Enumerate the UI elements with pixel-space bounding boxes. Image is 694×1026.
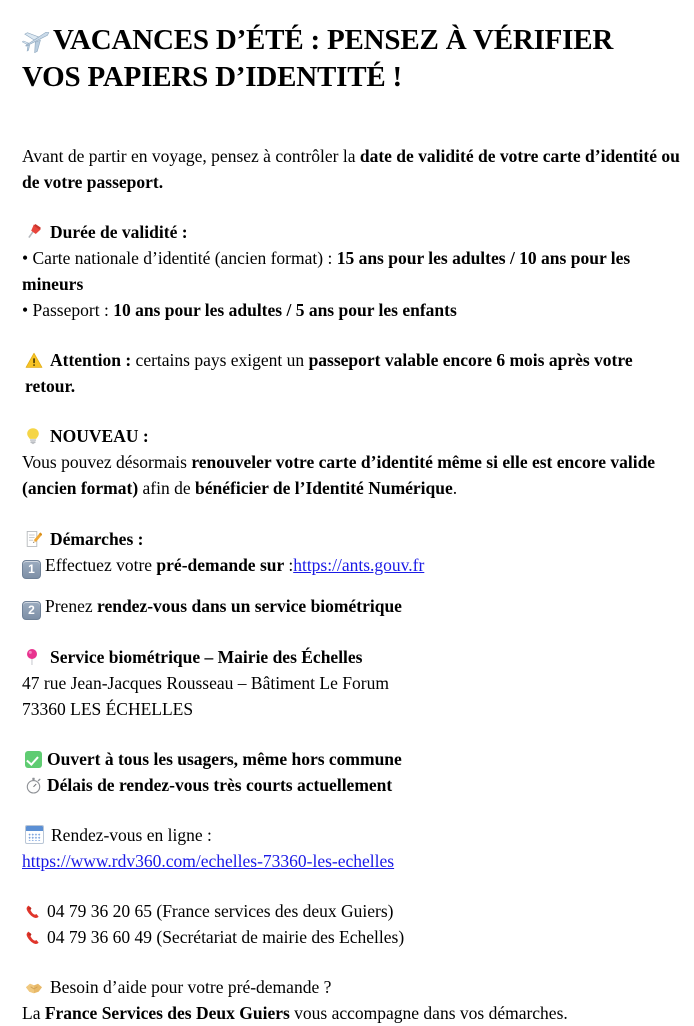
demarches-step-2 xyxy=(22,593,680,620)
warning-text-plain: certains pays exigent un xyxy=(131,350,309,371)
step-1-bold: pré-demande sur xyxy=(156,554,289,575)
nouveau-heading-text: NOUVEAU : xyxy=(50,426,149,447)
status-open xyxy=(22,746,680,772)
status-delay xyxy=(22,772,680,798)
page-title-line2: VOS PAPIERS D’IDENTITÉ ! xyxy=(22,61,403,94)
status-open-text: Ouvert à tous les usagers, même hors commune xyxy=(47,748,402,769)
help-answer-plain-2: vous accompagne dans vos démarches. xyxy=(289,1003,568,1024)
validity-item-1 xyxy=(22,245,680,297)
booking-label-row xyxy=(22,822,680,848)
warning-paragraph xyxy=(22,347,680,399)
phone-number-2: 04 79 36 60 49 xyxy=(47,927,152,948)
airplane-icon xyxy=(22,25,52,53)
step-1-plain: Effectuez votre xyxy=(45,554,157,575)
booking-link-row xyxy=(22,848,680,874)
nouveau-plain-1: Vous pouvez désormais xyxy=(22,452,192,473)
telephone-receiver-icon xyxy=(25,930,41,946)
round-pushpin-icon xyxy=(25,648,47,666)
nouveau-paragraph xyxy=(22,449,680,501)
validity-heading-text: Durée de validité : xyxy=(50,221,188,242)
intro-paragraph xyxy=(22,143,680,195)
check-mark-button-icon xyxy=(25,751,42,768)
warning-text-bold: passeport valable encore 6 mois après votre retour. xyxy=(25,350,633,397)
intro-bold: date de validité de votre carte d’identité ou de votre passeport. xyxy=(22,145,680,192)
demarches-step-1 xyxy=(22,552,680,579)
nouveau-bold-1: renouveler votre carte d’identité même si elle est encore valide (ancien format) xyxy=(22,452,656,499)
booking-label: Rendez-vous en ligne : xyxy=(51,824,212,845)
handshake-icon xyxy=(25,980,47,996)
validity-item-1-plain: • Carte nationale d’identité (ancien format) : xyxy=(22,248,337,268)
intro-text: Avant de partir en voyage, pensez à contrôler la xyxy=(22,145,360,166)
phone-note-2: (Secrétariat de mairie des Echelles) xyxy=(156,927,405,948)
page-title xyxy=(22,22,680,97)
validity-item-2-bold: 10 ans pour les adultes / 5 ans pour les enfants xyxy=(113,300,457,321)
pushpin-icon xyxy=(25,223,47,241)
step-2-bold: rendez-vous dans un service biométrique xyxy=(97,595,402,616)
validity-item-2 xyxy=(22,297,680,323)
demarches-heading xyxy=(22,526,680,552)
help-answer-plain-1: La xyxy=(22,1003,45,1024)
memo-icon xyxy=(25,530,47,548)
rdv360-link[interactable]: https://www.rdv360.com/echelles-73360-les-echelles xyxy=(22,850,395,871)
status-delay-text: Délais de rendez-vous très courts actuellement xyxy=(47,774,393,795)
help-question: Besoin d’aide pour votre pré-demande ? xyxy=(50,977,332,998)
step-1-colon: : xyxy=(288,554,294,575)
demarches-heading-text: Démarches : xyxy=(50,528,144,549)
warning-icon xyxy=(25,352,47,369)
validity-item-2-plain: • Passeport : xyxy=(22,300,114,321)
help-question-row xyxy=(22,974,680,1000)
ants-link[interactable]: https://ants.gouv.fr xyxy=(293,554,425,575)
help-answer-row xyxy=(22,1000,680,1026)
service-heading-text: Service biométrique – Mairie des Échelles xyxy=(50,646,363,667)
nouveau-heading xyxy=(22,423,680,449)
phone-row-2 xyxy=(22,924,680,950)
help-answer-bold: France Services des Deux Guiers xyxy=(44,1003,290,1024)
telephone-receiver-icon xyxy=(25,904,41,920)
step-2-plain: Prenez xyxy=(45,595,97,616)
stopwatch-icon xyxy=(25,777,42,794)
service-address-line-1: 47 rue Jean-Jacques Rousseau – Bâtiment Le Forum xyxy=(22,672,389,693)
phone-note-1: (France services des deux Guiers) xyxy=(156,901,394,921)
service-heading xyxy=(22,644,680,670)
page-title-line1: VACANCES D’ÉTÉ : PENSEZ À VÉRIFIER xyxy=(53,24,614,56)
keycap-2-icon: 2 xyxy=(22,601,41,620)
nouveau-bold-2: bénéficier de l’Identité Numérique xyxy=(195,478,453,499)
keycap-1-icon: 1 xyxy=(22,560,41,579)
warning-label: Attention : xyxy=(50,350,132,371)
calendar-icon xyxy=(25,825,44,844)
nouveau-plain-2: afin de xyxy=(138,478,196,499)
validity-heading xyxy=(22,219,680,245)
service-address-line-2: 73360 LES ÉCHELLES xyxy=(22,698,194,719)
nouveau-plain-3: . xyxy=(452,478,458,499)
phone-row-1 xyxy=(22,898,680,924)
validity-item-1-bold: 15 ans pour les adultes / 10 ans pour les mineurs xyxy=(22,248,631,295)
lightbulb-icon xyxy=(25,427,47,445)
phone-number-1: 04 79 36 20 65 xyxy=(47,901,152,921)
